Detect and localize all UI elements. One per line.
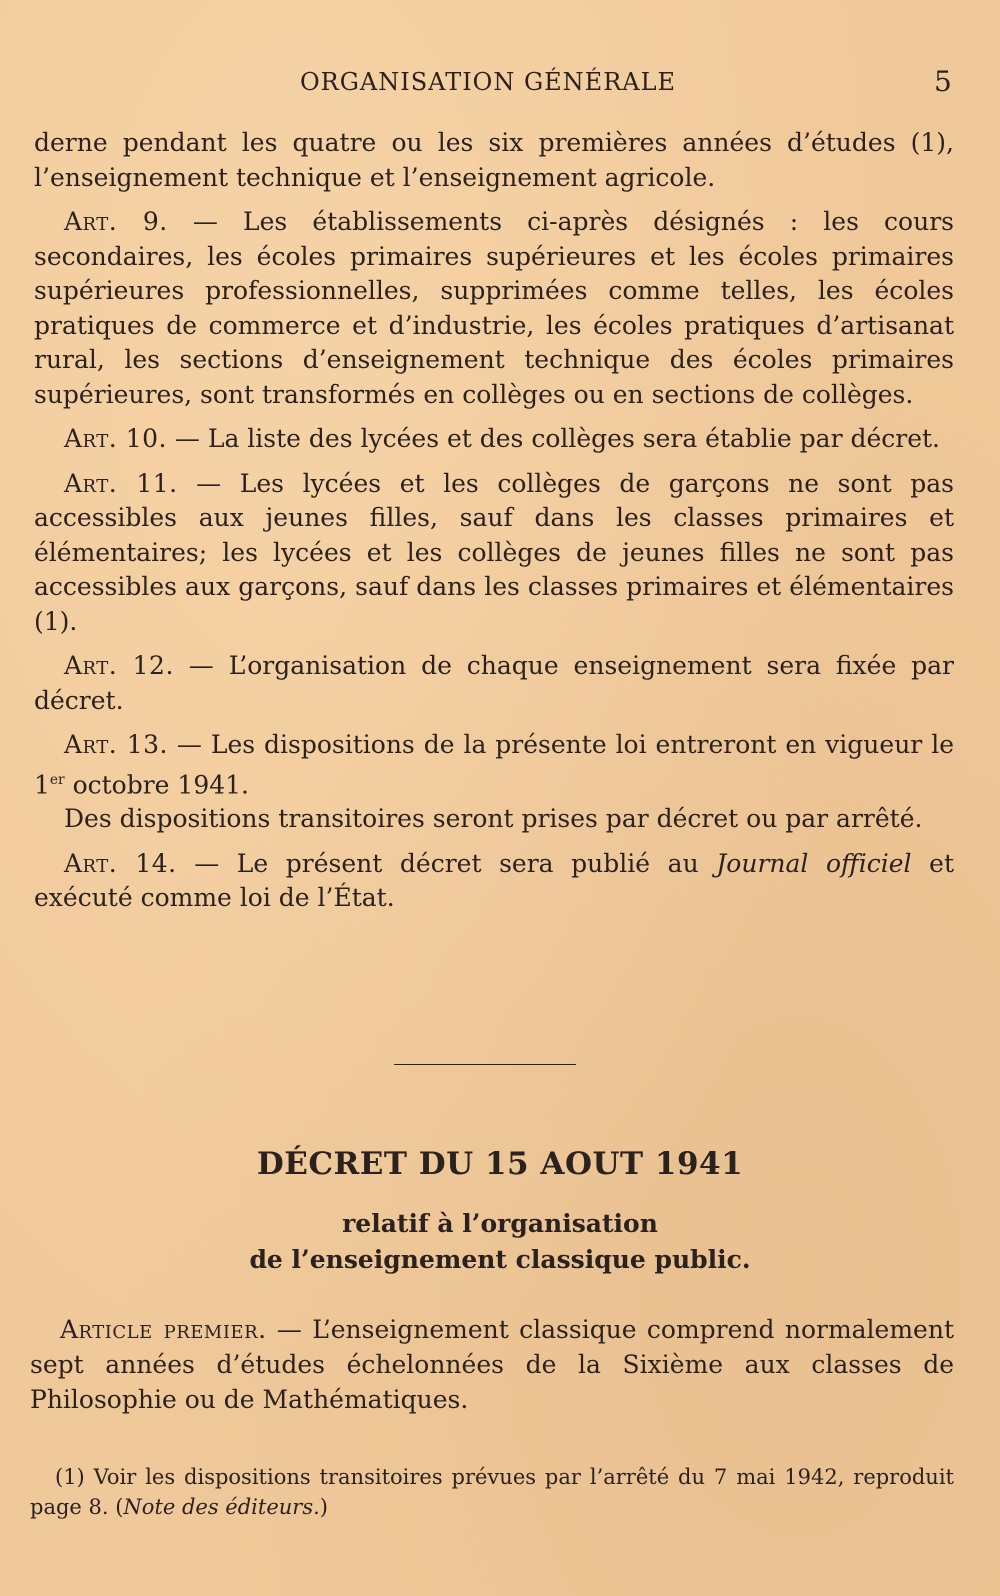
article-premier-label: Article premier. [60,1315,267,1344]
footnote-italic: Note des éditeurs. [123,1495,320,1519]
article-10-text: — La liste des lycées et des collèges sera établie par décret. [166,424,940,453]
running-title: ORGANISATION GÉNÉRALE [300,68,677,96]
article-10 [34,422,954,457]
footnote-main: (1) Voir les dispositions transitoires prévues par l’arrêté du 7 mai 1942, reproduit page 8. ( [30,1465,954,1519]
article-9-label: Art. 9. [64,207,168,236]
article-13-label: Art. 13. [64,730,168,759]
article-11 [34,467,954,640]
article-14-text-b: et exécuté comme loi de l’État. [34,848,955,913]
article-13-second: Des dispositions transitoires seront prises par décret ou par arrêté. [64,804,923,834]
article-premier-text: — L’enseignement classique comprend normalement sept années d’études échelonnées de la Sixième aux classes de Philosophie ou de Mathématiques. [30,1315,955,1414]
article-9-text: — Les établissements ci-après désignés : les cours secondaires, les écoles primaires supérieures et les écoles primaires supérieures professionnelles, supprimées comme telles, les écoles pratiques de commerce et d’industrie, les écoles pratiques d’artisanat rural, les sections d’enseignement technique des écoles primaires supérieures, sont transformés en collèges ou en sections de collèges. [34,207,954,409]
article-premier [30,1312,954,1417]
article-13-text-b: octobre 1941. [64,769,249,799]
article-11-label: Art. 11. [64,468,178,498]
decree-subtitle-line-1: relatif à l’organisation [342,1209,658,1238]
article-12-text: — L’organisation de chaque enseignement sera fixée par décret. [34,651,954,715]
decree-subtitle [0,1206,1000,1278]
continuation-paragraph: derne pendant les quatre ou les six premières années d’études (1), l’enseignement technique et l’enseignement agricole. [34,128,954,192]
article-10-label: Art. 10. [64,424,167,453]
decree-title: DÉCRET DU 15 AOUT 1941 [256,1146,744,1182]
decree-subtitle-line-2: de l’enseignement classique public. [249,1245,751,1274]
separator-rule [394,1064,576,1065]
decree-body [30,1312,954,1417]
footnote [30,1462,954,1522]
body-text [34,126,954,926]
article-13 [34,728,954,802]
article-13-text-a: — Les dispositions de la présente loi entreront en vigueur le 1 [34,730,954,799]
article-9 [34,205,954,412]
article-13-superscript: er [49,771,65,788]
article-14 [34,847,954,916]
article-14-label: Art. 14. [64,848,177,878]
article-14-text-a: — Le présent décret sera publié au [176,848,717,878]
journal-officiel: Journal officiel [716,848,912,878]
footnote-close: ) [319,1495,328,1519]
page-number: 5 [934,65,952,98]
footnote-text [30,1462,954,1522]
article-12-label: Art. 12. [64,651,174,680]
running-head [0,62,1000,102]
article-11-text: — Les lycées et les collèges de garçons ne sont pas accessibles aux jeunes filles, sauf dans les classes primaires et élémentaires; les lycées et les collèges de jeunes filles ne sont pas accessibles aux garçons, sauf dans les classes primaires et élémentaires (1). [34,468,954,636]
article-12 [34,649,954,718]
